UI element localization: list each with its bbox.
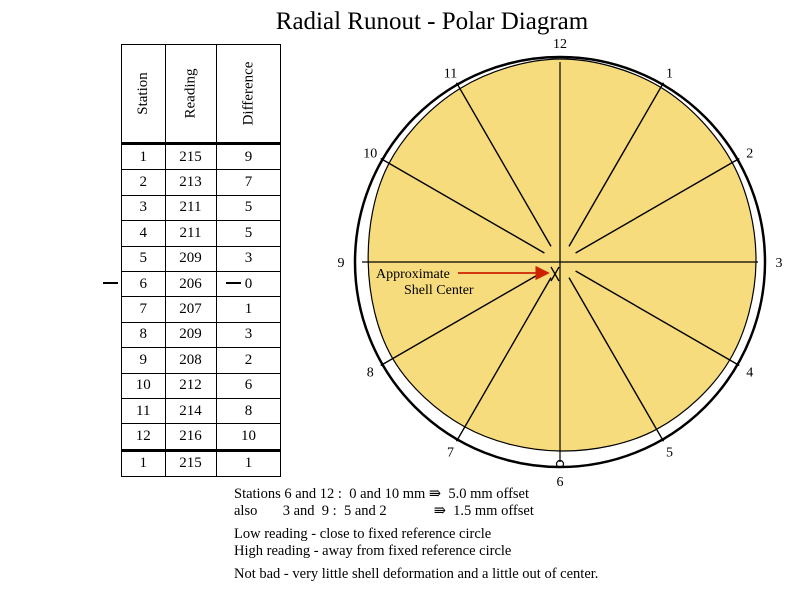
cell-station: 6 (122, 271, 166, 296)
cell-station: 8 (122, 322, 166, 347)
cell-station: 3 (122, 195, 166, 220)
note-offset-3-9: also 3 and 9 : 5 and 2 ⇛ 1.5 mm offset (234, 502, 534, 519)
note-summary: Not bad - very little shell deformation and a little out of center. (234, 566, 599, 582)
station-label-9: 9 (337, 256, 345, 271)
cell-difference: 7 (216, 170, 281, 195)
cell-reading: 206 (165, 271, 216, 296)
notes (234, 486, 598, 583)
cell-station: 5 (122, 246, 166, 271)
cell-reading: 215 (165, 450, 216, 476)
cell-difference: 0 (216, 271, 281, 296)
cell-difference: 9 (216, 144, 281, 170)
header-difference: Difference (216, 45, 281, 144)
cell-reading: 208 (165, 348, 216, 373)
cell-station: 11 (122, 398, 166, 423)
cell-difference: 3 (216, 322, 281, 347)
cell-difference: 1 (216, 297, 281, 322)
cell-station: 7 (122, 297, 166, 322)
cell-station: 10 (122, 373, 166, 398)
cell-station: 2 (122, 170, 166, 195)
cell-difference: 2 (216, 348, 281, 373)
cell-reading: 213 (165, 170, 216, 195)
cell-station: 9 (122, 348, 166, 373)
station-label-3: 3 (775, 256, 783, 271)
station-label-7: 7 (447, 445, 454, 461)
cell-difference: 10 (216, 424, 281, 450)
station-label-1: 1 (666, 66, 673, 82)
cell-difference: 6 (216, 373, 281, 398)
cell-station: 1 (122, 450, 166, 476)
note-offset-6-12: Stations 6 and 12 : 0 and 10 mm ⇛ 5.0 mm offset (234, 486, 530, 502)
station-label-5: 5 (666, 445, 673, 461)
station-label-8: 8 (366, 365, 374, 381)
page-title: Radial Runout - Polar Diagram (275, 8, 589, 35)
header-station: Station (122, 45, 166, 144)
cell-reading: 211 (165, 195, 216, 220)
cell-reading: 211 (165, 221, 216, 246)
station-label-2: 2 (746, 146, 754, 162)
station-label-12: 12 (553, 37, 567, 52)
station-label-10: 10 (363, 146, 378, 162)
cell-reading: 215 (165, 144, 216, 170)
header-reading: Reading (165, 45, 216, 144)
cell-reading: 209 (165, 322, 216, 347)
cell-difference: 5 (216, 195, 281, 220)
center-label-line1: Approximate (376, 267, 450, 282)
cell-difference: 3 (216, 246, 281, 271)
station-label-11: 11 (443, 66, 458, 82)
note-low-reading: Low reading - close to fixed reference circle (234, 526, 492, 542)
center-label-line2: Shell Center (404, 283, 474, 298)
cell-reading: 216 (165, 424, 216, 450)
note-high-reading: High reading - away from fixed reference circle (234, 542, 512, 559)
cell-reading: 207 (165, 297, 216, 322)
cell-station: 12 (122, 424, 166, 450)
cell-station: 1 (122, 144, 166, 170)
station-label-4: 4 (746, 365, 754, 381)
cell-difference: 1 (216, 450, 281, 476)
cell-difference: 5 (216, 221, 281, 246)
cell-reading: 212 (165, 373, 216, 398)
shell-profile (368, 59, 756, 451)
cell-reading: 209 (165, 246, 216, 271)
cell-station: 4 (122, 221, 166, 246)
cell-reading: 214 (165, 398, 216, 423)
station-label-6: 6 (556, 475, 564, 490)
cell-difference: 8 (216, 398, 281, 423)
